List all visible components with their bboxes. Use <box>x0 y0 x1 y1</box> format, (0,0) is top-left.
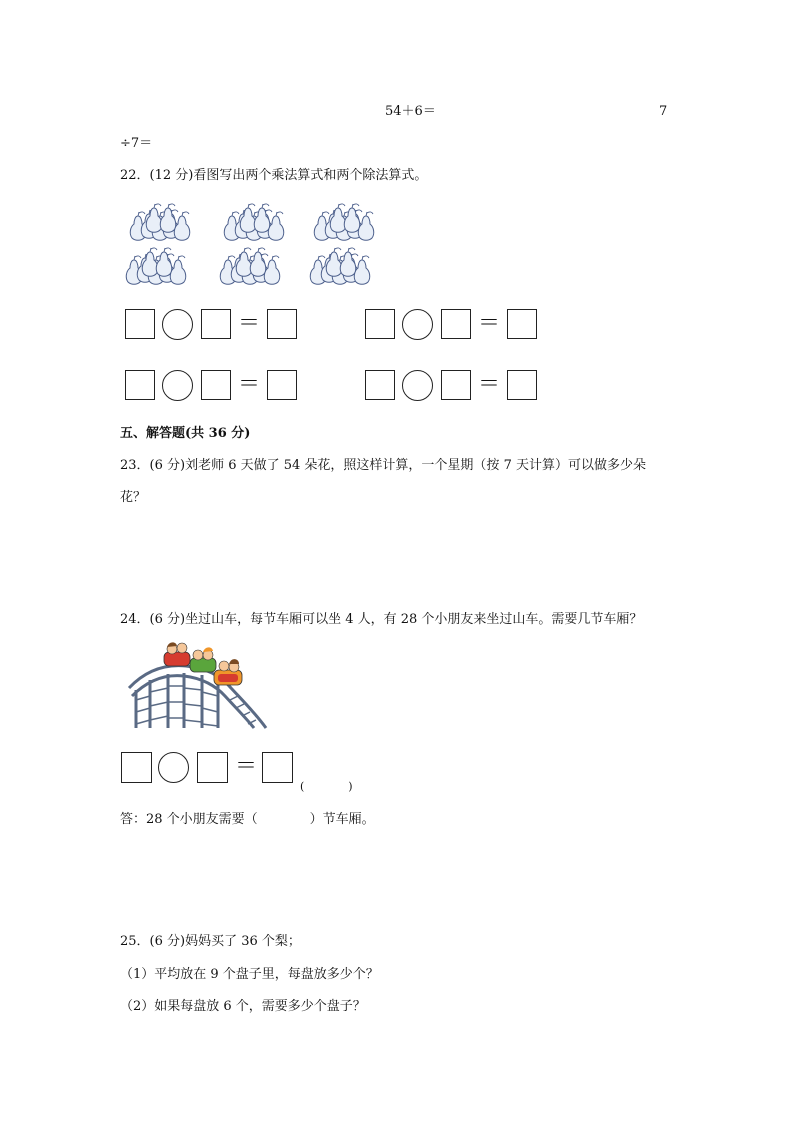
pear-group-6 <box>310 248 369 284</box>
answer-box[interactable] <box>197 752 228 783</box>
answer-box[interactable] <box>441 370 471 400</box>
q25-sub1: （1）平均放在 9 个盘子里，每盘放多少个？ <box>120 967 379 982</box>
operator-circle[interactable] <box>162 309 193 340</box>
answer-box[interactable] <box>365 309 395 339</box>
equals-sign: ＝ <box>478 311 501 336</box>
pear-group-5 <box>220 248 279 284</box>
operator-circle[interactable] <box>162 370 193 401</box>
expr-divide-seven: ÷7＝ <box>120 136 153 151</box>
answer-box[interactable] <box>125 370 155 400</box>
equals-sign: ＝ <box>235 754 258 779</box>
pear-group-1 <box>130 204 189 240</box>
answer-box[interactable] <box>262 752 293 783</box>
q24-answer: 答：28 个小朋友需要（ ）节车厢。 <box>120 812 375 827</box>
answer-box[interactable] <box>201 309 231 339</box>
pear-group-2 <box>224 204 283 240</box>
q23-line2: 花？ <box>120 490 147 505</box>
answer-box[interactable] <box>365 370 395 400</box>
equals-sign: ＝ <box>238 311 261 336</box>
answer-box[interactable] <box>201 370 231 400</box>
pear-group-3 <box>314 204 373 240</box>
answer-box[interactable] <box>121 752 152 783</box>
section-5-title: 五、解答题(共 36 分) <box>120 426 251 441</box>
answer-box[interactable] <box>267 309 297 339</box>
pear-group-4 <box>126 248 185 284</box>
q24-unit-paren[interactable]: ( ) <box>300 780 353 793</box>
q25-title: 25．(6 分)妈妈买了 36 个梨； <box>120 934 301 949</box>
q22-title: 22．(12 分)看图写出两个乘法算式和两个除法算式。 <box>120 168 428 183</box>
coaster-car-2 <box>190 647 216 672</box>
q24-title: 24．(6 分)坐过山车，每节车厢可以坐 4 人，有 28 个小朋友来坐过山车。需要几节车厢？ <box>120 612 643 627</box>
coaster-car-3 <box>214 659 242 685</box>
answer-box[interactable] <box>507 370 537 400</box>
q23-line1: 23．(6 分)刘老师 6 天做了 54 朵花，照这样计算，一个星期（按 7 天计算）可以做多少朵 <box>120 458 646 473</box>
pears-illustration <box>124 198 404 290</box>
operator-circle[interactable] <box>402 309 433 340</box>
q25-sub2: （2）如果每盘放 6 个，需要多少个盘子？ <box>120 999 366 1014</box>
operator-circle[interactable] <box>158 752 189 783</box>
answer-box[interactable] <box>125 309 155 339</box>
operator-circle[interactable] <box>402 370 433 401</box>
coaster-car-1 <box>164 642 190 666</box>
roller-coaster-illustration <box>126 640 271 730</box>
answer-box[interactable] <box>441 309 471 339</box>
answer-box[interactable] <box>267 370 297 400</box>
expr-seven: 7 <box>659 104 668 119</box>
expr-54-plus-6: 54＋6＝ <box>385 104 436 119</box>
answer-box[interactable] <box>507 309 537 339</box>
equals-sign: ＝ <box>478 372 501 397</box>
equals-sign: ＝ <box>238 372 261 397</box>
